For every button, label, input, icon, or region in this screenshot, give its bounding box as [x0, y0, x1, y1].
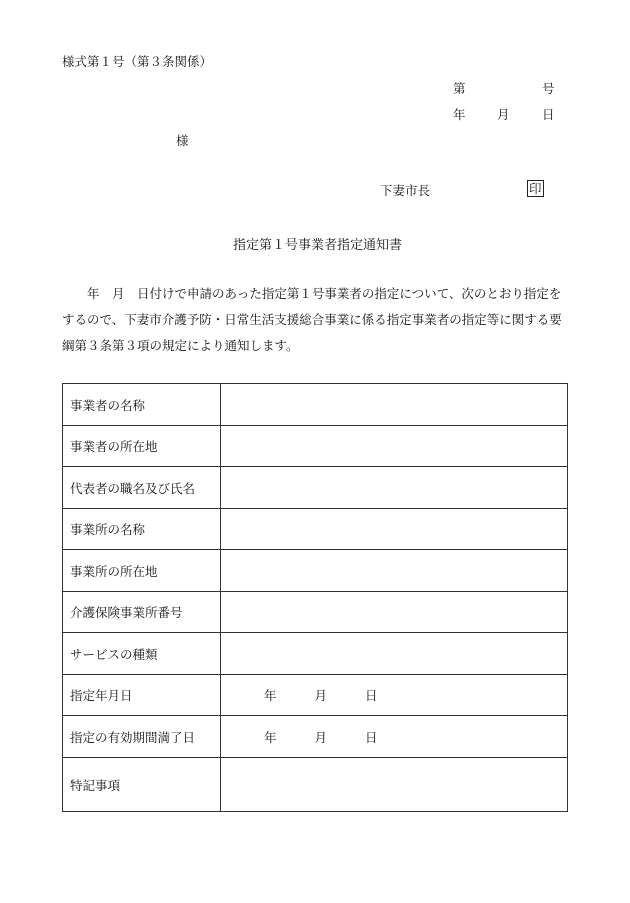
body-line-2: するので、下妻市介護予防・日常生活支援総合事業に係る指定事業者の指定等に関する要 [62, 312, 562, 327]
date-day: 日 [365, 688, 378, 703]
row-label: 事業所の所在地 [63, 550, 221, 592]
document-title: 指定第１号事業者指定通知書 [233, 238, 403, 253]
row-label: 介護保険事業所番号 [63, 592, 221, 633]
row-value [221, 509, 568, 550]
row-value [221, 467, 568, 509]
row-value [221, 550, 568, 592]
date-day: 日 [542, 107, 555, 122]
date-year: 年 [264, 729, 277, 745]
date-day: 日 [365, 729, 378, 745]
table-row [63, 633, 568, 675]
body-paragraph [62, 281, 568, 359]
table-row [63, 550, 568, 592]
doc-number-suffix: 号 [542, 81, 555, 96]
table-row [63, 675, 568, 716]
doc-number-prefix: 第 [453, 81, 466, 96]
row-label: サービスの種類 [63, 633, 221, 675]
table-row [63, 426, 568, 467]
row-value [221, 384, 568, 426]
addressee-suffix: 様 [176, 133, 189, 148]
issuer-name: 下妻市長 [380, 183, 431, 198]
row-date-value [221, 716, 568, 758]
table-row [63, 509, 568, 550]
table-row [63, 716, 568, 758]
row-value [221, 426, 568, 467]
body-line-3: 綱第３条第３項の規定により通知します。 [62, 338, 299, 353]
row-label: 事業所の名称 [63, 509, 221, 550]
date-year: 年 [264, 688, 277, 703]
seal-mark: 印 [529, 181, 542, 196]
table-row [63, 467, 568, 509]
row-label: 指定年月日 [63, 675, 221, 716]
info-table [62, 383, 568, 812]
row-date-value [221, 675, 568, 716]
date-month: 月 [314, 729, 328, 745]
row-value [221, 592, 568, 633]
table-row [63, 758, 568, 812]
form-id: 様式第１号（第３条関係） [62, 54, 213, 69]
body-line-1: 年 月 日付けで申請のあった指定第１号事業者の指定について、次のとおり指定を [87, 286, 562, 301]
date-year: 年 [453, 107, 466, 122]
row-label: 指定の有効期間満了日 [63, 716, 221, 758]
row-label: 事業者の所在地 [63, 426, 221, 467]
row-label: 特記事項 [63, 758, 221, 812]
date-month: 月 [497, 107, 510, 122]
row-value [221, 633, 568, 675]
table-row [63, 592, 568, 633]
row-label: 代表者の職名及び氏名 [63, 467, 221, 509]
table-row [63, 384, 568, 426]
date-month: 月 [314, 688, 328, 703]
row-label: 事業者の名称 [63, 384, 221, 426]
row-value [221, 758, 568, 812]
